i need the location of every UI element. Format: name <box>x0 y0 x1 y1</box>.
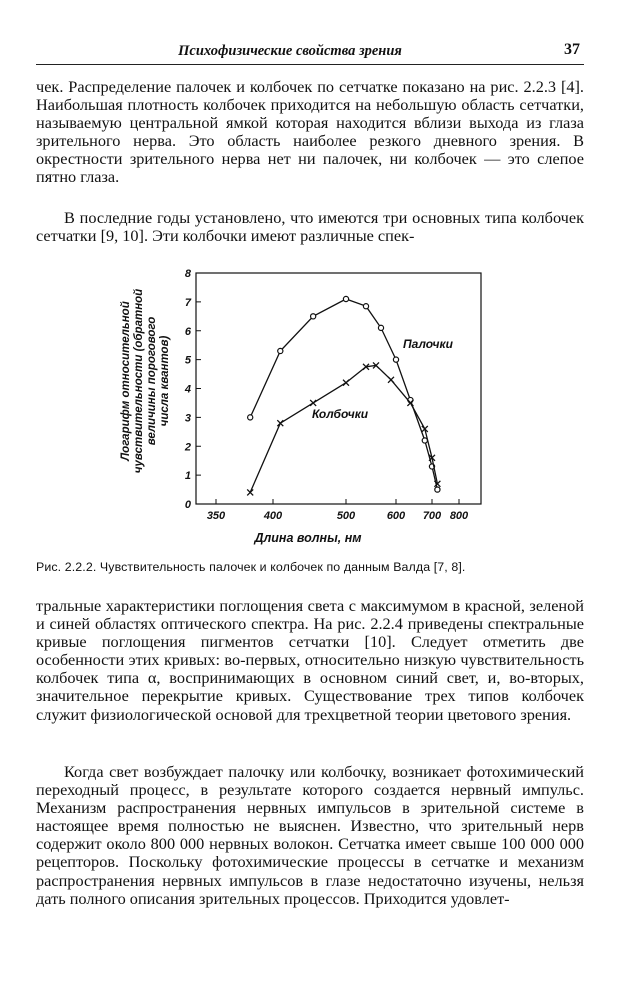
paragraph-4: Когда свет возбуждает палочку или колбочку, возникает фотохимический переходный процесс, в результате которого создается нервный импульс. Механизм распространения нервных импульсов в зрительной системе в настоящее время полностью не выяснен. Известно, что зрительный нерв содержит около 800 000 нервных волокон. Сетчатка имеет свыше 100 000 000 рецепторов. Поскольку фотохимические процессы в сетчатке и механизм распространения нервных импульсов в глазе недостаточно изучены, нельзя дать полного описания зрительных процессов. Приходится удовлет- <box>36 762 584 908</box>
rods-data-point <box>435 487 440 492</box>
y-tick-label: 1 <box>184 470 191 483</box>
x-tick-label: 350 <box>206 510 226 522</box>
x-tick-label: 400 <box>263 510 283 522</box>
paragraph-2: В последние годы установлено, что имеются три основных типа колбочек сетчатки [9, 10]. Эти колбочки имеют различные спек- <box>36 208 584 246</box>
y-tick-label: 4 <box>184 383 191 396</box>
y-tick-label: 3 <box>184 412 191 425</box>
y-tick-label: 8 <box>184 268 191 280</box>
rods-data-point <box>378 325 383 330</box>
rods-data-point <box>363 304 368 309</box>
cones-series-label: Колбочки <box>312 407 369 421</box>
rods-series-label: Палочки <box>403 337 453 351</box>
cones-data-point <box>247 489 253 495</box>
x-tick-label: 800 <box>449 510 469 522</box>
y-tick-label: 0 <box>184 499 191 511</box>
x-axis-label: Длина волны, нм <box>254 531 362 545</box>
y-tick-label: 2 <box>184 441 191 454</box>
y-tick-label: 6 <box>184 325 191 338</box>
rods-data-point <box>393 357 398 362</box>
x-tick-label: 600 <box>386 510 406 522</box>
rods-data-point <box>343 296 348 301</box>
rods-curve <box>250 299 437 490</box>
y-axis-label: Логарифм относительнойчувствительности (обратнойвеличины пороговогочисла квантов) <box>120 288 171 474</box>
paragraph-1: чек. Распределение палочек и колбочек по сетчатке показано на рис. 2.2.3 [4]. Наибольшая плотность колбочек приходится на небольшую область сетчатки, называемую центральной ямкой которая находится вблизи выхода из глаза зрительного нерва. Это область наиболее резкого дневного зрения. В окрестности зрительного нерва нет ни палочек, ни колбочек — это слепое пятно глаза. <box>36 77 584 187</box>
rods-data-point <box>311 314 316 319</box>
cones-data-point <box>343 380 349 386</box>
sensitivity-chart <box>105 260 505 555</box>
cones-data-point <box>310 400 316 406</box>
plot-frame <box>196 273 481 504</box>
y-tick-label: 5 <box>184 354 191 367</box>
rods-data-point <box>278 348 283 353</box>
x-tick-label: 500 <box>336 510 356 522</box>
y-tick-label: 7 <box>184 296 191 309</box>
running-title: Психофизические свойства зрения <box>178 43 402 59</box>
cones-data-point <box>388 377 394 383</box>
page-header <box>36 38 584 65</box>
cones-data-point <box>277 420 283 426</box>
figure-caption: Рис. 2.2.2. Чувствительность палочек и колбочек по данным Валда [7, 8]. <box>36 560 466 574</box>
rods-data-point <box>248 415 253 420</box>
page-number: 37 <box>564 41 580 58</box>
x-tick-label: 700 <box>422 510 442 522</box>
paragraph-3: тральные характеристики поглощения света с максимумом в красной, зеленой и синей областях оптического спектра. На рис. 2.2.4 приведены спектральные кривые поглощения пигментов сетчатки [10]. Следует отметить две особенности этих кривых: во-первых, относительно низкую чувствительность колбочек типа α, воспринимающих в основном синий свет, и, во-вторых, значительное перекрытие кривых. Существование трех типов колбочек служит физиологической основой для трехцветной теории цветового зрения. <box>36 596 584 724</box>
